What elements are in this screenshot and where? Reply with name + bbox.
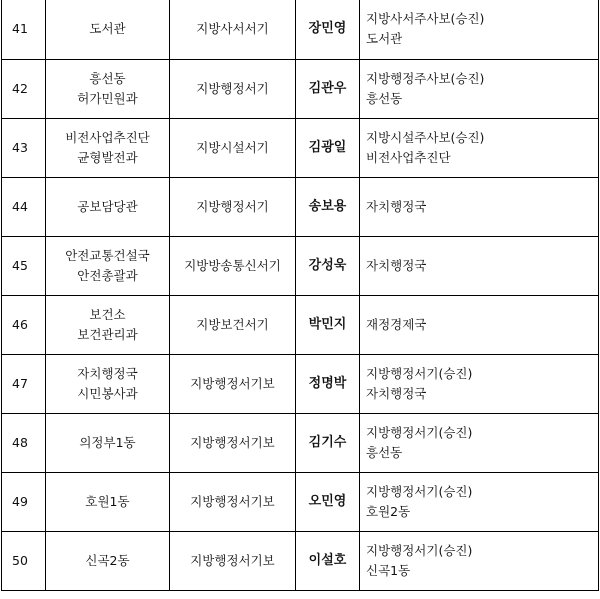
previous-post-line: 흥선동 <box>366 444 403 460</box>
grade-cell: 지방행정서기보 <box>170 354 296 413</box>
table-row <box>2 236 599 295</box>
row-number: 46 <box>2 295 46 354</box>
department-line: 안전교통건설국 <box>65 247 150 263</box>
person-name: 강성욱 <box>296 236 360 295</box>
row-number: 47 <box>2 354 46 413</box>
previous-post-cell <box>360 118 599 177</box>
previous-post-line: 지방행정서기(승진) <box>366 542 473 558</box>
department-cell <box>46 177 170 236</box>
previous-post-line: 비전사업추진단 <box>366 149 451 165</box>
table-row <box>2 472 599 531</box>
department-line: 호원1동 <box>85 493 130 509</box>
previous-post-cell <box>360 413 599 472</box>
table-row <box>2 295 599 354</box>
previous-post-line: 자치행정국 <box>366 257 427 273</box>
department-line: 신곡2동 <box>85 552 130 568</box>
previous-post-cell <box>360 59 599 118</box>
department-line: 보건관리과 <box>77 326 138 342</box>
department-cell <box>46 59 170 118</box>
department-line: 균형발전과 <box>77 149 138 165</box>
row-number: 48 <box>2 413 46 472</box>
personnel-table <box>1 0 599 591</box>
department-cell <box>46 531 170 590</box>
department-cell <box>46 118 170 177</box>
department-line: 보건소 <box>89 306 126 322</box>
department-cell <box>46 472 170 531</box>
grade-cell: 지방행정서기 <box>170 177 296 236</box>
department-line: 의정부1동 <box>79 434 136 450</box>
previous-post-cell <box>360 472 599 531</box>
previous-post-line: 재정경제국 <box>366 316 427 332</box>
previous-post-line: 신곡1동 <box>366 562 411 578</box>
row-number: 45 <box>2 236 46 295</box>
person-name: 박민지 <box>296 295 360 354</box>
grade-cell: 지방방송통신서기 <box>170 236 296 295</box>
department-line: 공보담당관 <box>77 198 138 214</box>
person-name: 장민영 <box>296 0 360 59</box>
department-line: 흥선동 <box>89 70 126 86</box>
previous-post-cell <box>360 531 599 590</box>
previous-post-cell <box>360 177 599 236</box>
person-name: 송보용 <box>296 177 360 236</box>
table-row <box>2 59 599 118</box>
previous-post-cell <box>360 295 599 354</box>
previous-post-line: 지방시설주사보(승진) <box>366 129 485 145</box>
department-line: 자치행정국 <box>77 365 138 381</box>
department-cell <box>46 0 170 59</box>
row-number: 42 <box>2 59 46 118</box>
department-line: 도서관 <box>89 21 126 37</box>
row-number: 49 <box>2 472 46 531</box>
row-number: 41 <box>2 0 46 59</box>
person-name: 김광일 <box>296 118 360 177</box>
previous-post-line: 지방행정주사보(승진) <box>366 70 485 86</box>
previous-post-line: 지방사서주사보(승진) <box>366 11 485 27</box>
previous-post-line: 호원2동 <box>366 503 411 519</box>
department-line: 비전사업추진단 <box>65 129 150 145</box>
person-name: 김기수 <box>296 413 360 472</box>
table-row <box>2 531 599 590</box>
person-name: 김관우 <box>296 59 360 118</box>
grade-cell: 지방행정서기보 <box>170 413 296 472</box>
previous-post-line: 지방행정서기(승진) <box>366 483 473 499</box>
table-row <box>2 354 599 413</box>
department-line: 시민봉사과 <box>77 385 138 401</box>
previous-post-line: 흥선동 <box>366 90 403 106</box>
department-line: 안전총괄과 <box>77 267 138 283</box>
department-cell <box>46 236 170 295</box>
department-cell <box>46 295 170 354</box>
person-name: 정명박 <box>296 354 360 413</box>
table-row <box>2 177 599 236</box>
previous-post-cell <box>360 236 599 295</box>
department-cell <box>46 413 170 472</box>
table-row <box>2 0 599 59</box>
previous-post-line: 지방행정서기(승진) <box>366 424 473 440</box>
grade-cell: 지방행정서기 <box>170 59 296 118</box>
row-number: 43 <box>2 118 46 177</box>
previous-post-line: 도서관 <box>366 31 403 47</box>
grade-cell: 지방행정서기보 <box>170 472 296 531</box>
table-row <box>2 413 599 472</box>
previous-post-cell <box>360 354 599 413</box>
department-cell <box>46 354 170 413</box>
grade-cell: 지방보건서기 <box>170 295 296 354</box>
previous-post-line: 자치행정국 <box>366 385 427 401</box>
grade-cell: 지방사서서기 <box>170 0 296 59</box>
table-row <box>2 118 599 177</box>
previous-post-line: 지방행정서기(승진) <box>366 365 473 381</box>
grade-cell: 지방시설서기 <box>170 118 296 177</box>
previous-post-cell <box>360 0 599 59</box>
department-line: 허가민원과 <box>77 90 138 106</box>
person-name: 이설호 <box>296 531 360 590</box>
grade-cell: 지방행정서기보 <box>170 531 296 590</box>
row-number: 50 <box>2 531 46 590</box>
previous-post-line: 자치행정국 <box>366 198 427 214</box>
person-name: 오민영 <box>296 472 360 531</box>
row-number: 44 <box>2 177 46 236</box>
